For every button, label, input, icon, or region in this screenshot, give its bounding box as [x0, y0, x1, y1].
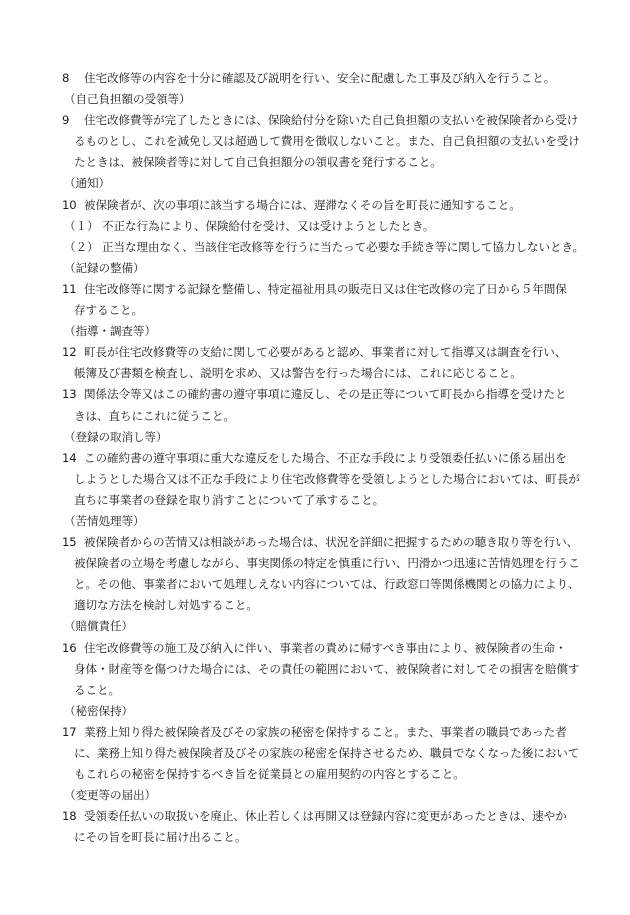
clause-text: 被保険者からの苦情又は相談があった場合は、状況を詳細に把握するための聴き取り等を行い、 — [84, 535, 579, 550]
sub-item-text: 不正な行為により、保険給付を受け、又は受けようとしたとき。 — [102, 218, 435, 233]
clause-text: 関係法令等又はこの確約書の遵守事項に違反し、その是正等について町長から指導を受けたと — [84, 387, 567, 402]
clause-number: 9 — [62, 113, 70, 128]
numbered-clause — [62, 110, 592, 173]
clause-first-line — [62, 279, 592, 300]
clause-first-line — [62, 68, 592, 89]
clause-text: 業務上知り得た被保険者及びその家族の秘密を保持すること。また、事業者の職員であった者 — [84, 724, 567, 739]
numbered-clause — [62, 279, 592, 321]
clause-first-line — [62, 342, 592, 363]
clause-number: 12 — [62, 345, 77, 360]
clause-first-line — [62, 448, 592, 469]
section-heading: （秘密保持） — [64, 703, 133, 718]
clause-first-line — [62, 384, 592, 405]
clause-continuation-line: るものとし、これを減免し又は超過して費用を徴収しないこと。また、自己負担額の支払いを受け — [74, 134, 580, 149]
clause-continuation-line: しようとした場合又は不正な手段により住宅改修費等を受領しようとした場合においては、町長が — [74, 471, 580, 486]
numbered-clause — [62, 384, 592, 426]
section-heading: （変更等の届出） — [64, 788, 156, 803]
clause-number: 14 — [62, 450, 77, 465]
clause-number: 10 — [62, 197, 77, 212]
numbered-clause — [62, 195, 592, 216]
section-heading: （通知） — [64, 176, 110, 191]
numbered-clause — [62, 448, 592, 511]
section-heading: （指導・調査等） — [64, 324, 156, 339]
clause-first-line — [62, 806, 592, 827]
clause-first-line — [62, 195, 592, 216]
clause-number: 18 — [62, 809, 77, 824]
clause-continuation-line: 帳簿及び書類を検査し、説明を求め、又は警告を行った場合には、これに応じること。 — [74, 366, 522, 381]
clause-number: 15 — [62, 535, 77, 550]
clause-text: 被保険者が、次の事項に該当する場合には、遅滞なくその旨を町長に通知すること。 — [84, 197, 521, 212]
clause-text: 住宅改修費等が完了したときには、保険給付分を除いた自己負担額の支払いを被保険者から受け — [84, 113, 579, 128]
numbered-clause — [62, 638, 592, 701]
clause-continuation-line: ること。 — [74, 682, 120, 697]
section-heading: （自己負担額の受領等） — [64, 92, 191, 107]
clause-continuation-line: もこれらの秘密を保持するべき旨を従業員との雇用契約の内容とすること。 — [74, 767, 465, 782]
clause-text: 住宅改修費等の施工及び納入に伴い、事業者の責めに帰すべき事由により、被保険者の生命・ — [84, 640, 567, 655]
clause-number: 11 — [62, 281, 77, 296]
clause-number: 13 — [62, 387, 77, 402]
clause-continuation-line: 存すること。 — [74, 303, 143, 318]
clause-number: 8 — [62, 71, 70, 85]
sub-item — [62, 237, 592, 258]
section-heading: （苦情処理等） — [64, 513, 145, 528]
section-heading: （賠償責任） — [64, 619, 133, 634]
sub-item-text: 正当な理由なく、当該住宅改修等を行うに当たって必要な手続き等に関して協力しないとき。 — [102, 239, 585, 254]
clause-number: 16 — [62, 640, 77, 655]
numbered-clause — [62, 68, 592, 89]
clause-continuation-line: にその旨を町長に届け出ること。 — [74, 830, 247, 845]
sub-item-number: （２） — [64, 239, 99, 254]
clause-continuation-line: に、業務上知り得た被保険者及びその家族の秘密を保持させるため、職員でなくなった後において — [74, 746, 580, 760]
section-heading: （記録の整備） — [64, 260, 145, 275]
numbered-clause — [62, 722, 592, 785]
clause-first-line — [62, 110, 592, 131]
clause-continuation-line: 直ちに事業者の登録を取り消すことについて了承すること。 — [74, 492, 385, 507]
clause-continuation-line: 適切な方法を検討し対処すること。 — [74, 598, 258, 613]
clause-text: 受領委任払いの取扱いを廃止、休止若しくは再開又は登録内容に変更があったときは、速やか — [84, 809, 567, 824]
clause-text: 住宅改修等の内容を十分に確認及び説明を行い、安全に配慮した工事及び納入を行うこと。 — [84, 71, 556, 85]
clause-text: 町長が住宅改修費等の支給に関して必要があると認め、事業者に対して指導又は調査を行い、 — [84, 345, 567, 360]
clause-first-line — [62, 638, 592, 659]
numbered-clause — [62, 532, 592, 616]
clause-text: この確約書の遵守事項に重大な違反をした場合、不正な手段により受領委任払いに係る届出を — [84, 450, 567, 465]
clause-continuation-line: と。その他、事業者において処理しえない内容については、行政窓口等関係機関との協力により、 — [74, 577, 580, 592]
clause-text: 住宅改修等に関する記録を整備し、特定福祉用具の販売日又は住宅改修の完了日から５年間保 — [84, 281, 567, 296]
numbered-clause — [62, 806, 592, 848]
clause-continuation-line: きは、直ちにこれに従うこと。 — [74, 408, 235, 423]
numbered-clause — [62, 342, 592, 384]
clause-continuation-line: たときは、被保険者等に対して自己負担額分の領収書を発行すること。 — [74, 155, 442, 170]
clause-first-line — [62, 532, 592, 553]
clause-number: 17 — [62, 724, 77, 739]
sub-item — [62, 216, 592, 237]
section-heading: （登録の取消し等） — [64, 429, 168, 444]
document-body — [62, 68, 592, 848]
sub-item-number: （１） — [64, 218, 99, 233]
clause-first-line — [62, 722, 592, 743]
clause-continuation-line: 身体・財産等を傷つけた場合には、その責任の範囲において、被保険者に対してその損害を賠償す — [74, 661, 580, 676]
clause-continuation-line: 被保険者の立場を考慮しながら、事実関係の特定を慎重に行い、円滑かつ迅速に苦情処理を行うこ — [74, 556, 580, 571]
